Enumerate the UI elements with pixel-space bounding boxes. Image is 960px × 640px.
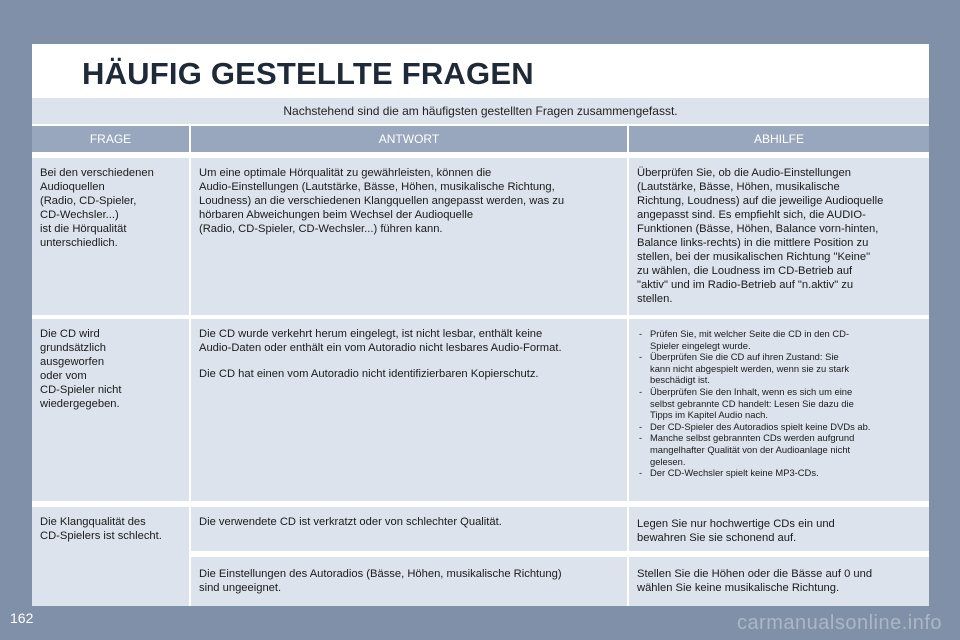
manual-page xyxy=(32,44,929,606)
header-answer: ANTWORT xyxy=(191,126,627,152)
row1-remedy-line: Richtung, Loudness) auf die jeweilige Audioquelle xyxy=(637,195,884,207)
row1-answer-line: (Radio, CD-Spieler, CD-Wechsler...) führen kann. xyxy=(199,223,443,235)
row1-question-line: CD-Wechsler...) xyxy=(40,209,119,221)
row1-remedy-line: angepasst sind. Es empfiehlt sich, die AUDIO- xyxy=(637,209,866,221)
list-item xyxy=(637,467,921,479)
header-remedy: ABHILFE xyxy=(629,126,929,152)
row1-remedy xyxy=(629,158,929,315)
row2-question-line: CD-Spieler nicht xyxy=(40,384,122,396)
row2-question xyxy=(32,319,189,501)
list-item-line: Spieler eingelegt wurde. xyxy=(650,339,751,351)
row4-remedy-line: wählen Sie keine musikalische Richtung. xyxy=(637,582,840,594)
list-item xyxy=(637,386,921,421)
row2-remedy-list xyxy=(637,328,921,479)
row1-remedy-line: Überprüfen Sie, ob die Audio-Einstellungen xyxy=(637,167,851,179)
row3-question-line: Die Klangqualität des xyxy=(40,516,146,528)
row1-remedy-line: stellen. xyxy=(637,293,673,305)
row1-remedy-line: stellen, bei der musikalischen Richtung "Keine" xyxy=(637,251,871,263)
row1-answer-line: Um eine optimale Hörqualität zu gewährleisten, können die xyxy=(199,167,492,179)
row1-remedy-line: "aktiv" und im Radio-Betrieb auf "n.aktiv" zu xyxy=(637,279,854,291)
row1-remedy-line: (Lautstärke, Bässe, Höhen, musikalische xyxy=(637,181,840,193)
row2-answer xyxy=(191,319,627,501)
row3-question-line: CD-Spielers ist schlecht. xyxy=(40,530,162,542)
row1-remedy-line: zu wählen, die Loudness im CD-Betrieb auf xyxy=(637,265,853,277)
row3-answer-line: Die verwendete CD ist verkratzt oder von schlechter Qualität. xyxy=(199,516,502,528)
row4-remedy xyxy=(629,557,929,606)
list-item xyxy=(637,432,921,467)
list-item-line: - Manche selbst gebrannten CDs werden aufgrund xyxy=(650,432,855,444)
row2-question-line: Die CD wird xyxy=(40,328,100,340)
row1-remedy-line: Balance links-rechts) in die mittlere Position zu xyxy=(637,237,869,249)
list-item-line: mangelhafter Qualität von der Audioanlage nicht xyxy=(650,443,851,455)
row2-remedy xyxy=(629,319,929,501)
row1-remedy-line: Funktionen (Bässe, Höhen, Balance vorn-hinten, xyxy=(637,223,879,235)
list-item-line: - Überprüfen Sie den Inhalt, wenn es sich um eine xyxy=(650,385,853,397)
row2-question-line: grundsätzlich xyxy=(40,342,106,354)
row1-question-line: Bei den verschiedenen xyxy=(40,167,154,179)
row1-question-line: ist die Hörqualität xyxy=(40,223,127,235)
list-item xyxy=(637,421,921,433)
row2-answer-paragraph: Die CD hat einen vom Autoradio nicht identifizierbaren Kopierschutz. xyxy=(199,368,539,380)
row3-remedy-line: Legen Sie nur hochwertige CDs ein und xyxy=(637,518,835,530)
row1-question xyxy=(32,158,189,315)
page-title: HÄUFIG GESTELLTE FRAGEN xyxy=(82,56,534,91)
row4-remedy-line: Stellen Sie die Höhen oder die Bässe auf 0 und xyxy=(637,568,873,580)
list-item-line: Tipps im Kapitel Audio nach. xyxy=(650,409,768,421)
row1-question-line: (Radio, CD-Spieler, xyxy=(40,195,137,207)
row2-question-line: ausgeworfen xyxy=(40,356,105,368)
list-item-line: - Der CD-Wechsler spielt keine MP3-CDs. xyxy=(650,467,819,479)
row3-question xyxy=(32,507,189,606)
intro-text: Nachstehend sind die am häufigsten gestellten Fragen zusammengefasst. xyxy=(32,98,929,124)
row2-question-line: wiedergegeben. xyxy=(40,398,120,410)
row2-answer-line: Die CD wurde verkehrt herum eingelegt, ist nicht lesbar, enthält keine xyxy=(199,328,543,340)
row2-question-line: oder vom xyxy=(40,370,87,382)
list-item-line: kann nicht abgespielt werden, wenn sie zu stark xyxy=(650,362,850,374)
list-item-line: beschädigt ist. xyxy=(650,374,710,386)
row1-question-line: Audioquellen xyxy=(40,181,105,193)
row4-answer-line: Die Einstellungen des Autoradios (Bässe, Höhen, musikalische Richtung) xyxy=(199,568,562,580)
list-item-line: - Prüfen Sie, mit welcher Seite die CD in den CD- xyxy=(650,328,850,339)
row2-answer-paragraph xyxy=(199,327,619,355)
row4-answer xyxy=(191,557,627,606)
list-item xyxy=(637,328,921,351)
row3-remedy xyxy=(629,507,929,551)
row2-answer-line: Audio-Daten oder enthält ein vom Autoradio nicht lesbares Audio-Format. xyxy=(199,342,562,354)
row1-answer-line: Loudness) an die verschiedenen Klangquellen angepasst werden, was zu xyxy=(199,195,565,207)
row4-answer-line: sind ungeeignet. xyxy=(199,582,282,594)
list-item-line: gelesen. xyxy=(650,455,686,467)
list-item-line: selbst gebrannte CD handelt: Lesen Sie dazu die xyxy=(650,397,854,409)
page-number: 162 xyxy=(10,610,34,626)
row3-answer xyxy=(191,507,627,551)
row1-answer xyxy=(191,158,627,315)
list-item xyxy=(637,351,921,386)
header-question: FRAGE xyxy=(32,126,189,152)
row1-answer-line: hörbaren Abweichungen beim Wechsel der Audioquelle xyxy=(199,209,474,221)
watermark: carmanualsonline.info xyxy=(736,612,942,634)
row1-answer-line: Audio-Einstellungen (Lautstärke, Bässe, Höhen, musikalische Richtung, xyxy=(199,181,555,193)
row1-question-line: unterschiedlich. xyxy=(40,237,118,249)
list-item-line: - Der CD-Spieler des Autoradios spielt keine DVDs ab. xyxy=(650,420,871,432)
list-item-line: - Überprüfen Sie die CD auf ihren Zustand: Sie xyxy=(650,351,839,363)
row3-remedy-line: bewahren Sie sie schonend auf. xyxy=(637,532,797,544)
